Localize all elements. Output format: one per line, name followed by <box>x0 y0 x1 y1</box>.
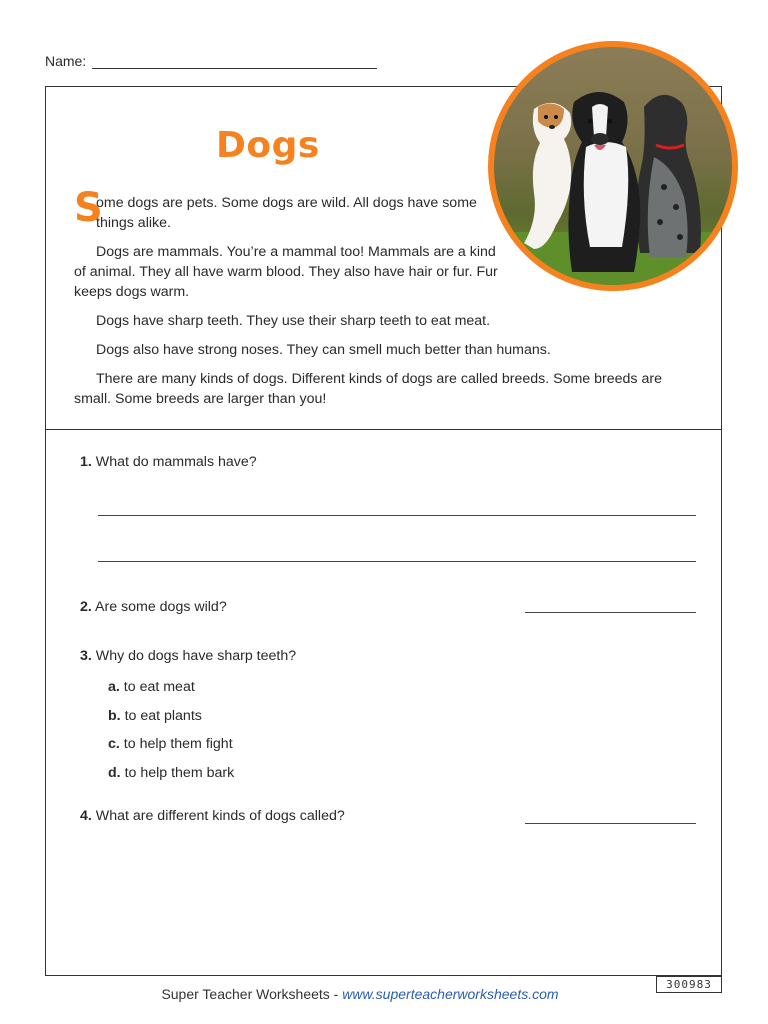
question-4 <box>80 808 345 824</box>
passage-paragraph-4: Dogs also have strong noses. They can smell much better than humans. <box>96 342 551 358</box>
answer-line-1b[interactable] <box>98 561 696 562</box>
question-4-number: 4. <box>80 808 92 824</box>
answer-line-4[interactable] <box>525 823 696 824</box>
name-blank[interactable] <box>92 54 377 69</box>
question-4-text: What are different kinds of dogs called? <box>95 808 345 824</box>
worksheet-code: 300983 <box>656 976 722 993</box>
answer-line-2[interactable] <box>525 612 696 613</box>
footer-brand: Super Teacher Worksheets - <box>161 986 343 1002</box>
question-1-number: 1. <box>80 454 92 470</box>
question-1-text: What do mammals have? <box>95 454 257 470</box>
passage-paragraph-2: Dogs are mammals. You’re a mammal too! Mammals are a kind of animal. They all have warm blood. They also have hair or fur. Fur keeps dogs warm. <box>74 244 498 300</box>
option-c-letter: c. <box>108 736 120 752</box>
option-c[interactable] <box>108 736 233 752</box>
passage-paragraph-5: There are many kinds of dogs. Different kinds of dogs are called breeds. Some breeds are small. Some breeds are larger than you! <box>74 371 662 407</box>
passage-paragraph-3: Dogs have sharp teeth. They use their sharp teeth to eat meat. <box>96 313 491 329</box>
name-label: Name: <box>45 53 87 69</box>
border-collie-dog <box>568 92 640 272</box>
question-3-number: 3. <box>80 648 92 664</box>
small-terrier-dog <box>524 103 571 249</box>
option-d[interactable] <box>108 765 234 781</box>
question-3 <box>80 648 296 664</box>
page-title: Dogs <box>216 125 320 166</box>
option-b-letter: b. <box>108 708 121 724</box>
passage-paragraph-1 <box>74 185 486 233</box>
option-d-letter: d. <box>108 765 121 781</box>
question-2 <box>80 599 227 615</box>
option-a-letter: a. <box>108 679 120 695</box>
option-a-text: to eat meat <box>123 679 195 695</box>
dogs-illustration <box>494 47 732 285</box>
dogs-photo <box>488 41 738 291</box>
question-2-text: Are some dogs wild? <box>95 599 227 615</box>
pointer-dog <box>636 95 700 257</box>
paragraph-1-text: ome dogs are pets. Some dogs are wild. All dogs have some things alike. <box>96 195 477 231</box>
answer-line-1a[interactable] <box>98 515 696 516</box>
question-3-text: Why do dogs have sharp teeth? <box>95 648 297 664</box>
option-a[interactable] <box>108 679 195 695</box>
option-b[interactable] <box>108 708 202 724</box>
section-divider <box>46 429 721 430</box>
name-row <box>45 53 377 69</box>
question-2-number: 2. <box>80 599 92 615</box>
drop-cap: S <box>74 185 103 231</box>
option-d-text: to help them bark <box>124 765 235 781</box>
option-b-text: to eat plants <box>124 708 202 724</box>
footer-url-link[interactable]: www.superteacherworksheets.com <box>342 986 559 1002</box>
footer <box>0 986 720 1002</box>
question-1 <box>80 454 257 470</box>
option-c-text: to help them fight <box>123 736 233 752</box>
